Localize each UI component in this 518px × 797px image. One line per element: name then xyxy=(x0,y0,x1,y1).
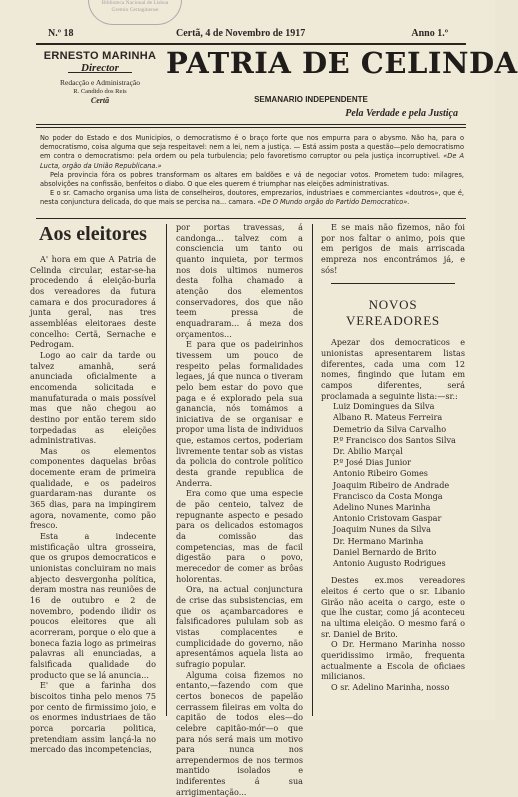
epigraph-source-1: «De A Lucta, orgão da União Republicana.» xyxy=(40,152,464,170)
masthead-bottom-rule-2 xyxy=(36,127,466,128)
column-2 xyxy=(176,222,303,797)
councillor-name: Adelino Nunes Marinha xyxy=(333,502,431,513)
article-heading-aos-eleitores: Aos eleitores xyxy=(39,223,147,245)
issue-number: N.º 18 xyxy=(48,28,74,39)
editor-role: Director xyxy=(81,62,119,74)
councillor-name: Antonio Cristovam Gaspar xyxy=(333,513,442,524)
library-stamp xyxy=(88,0,182,25)
article-paragraph: Ora, na actual conjunctura de crise das subsistencias, em que os açambarcadores e falsificadores pululam sob as vistas complacentes e cumplicidade do governo, não apresentámos aquela lista ao sufragio popular. xyxy=(176,584,303,669)
column-3 xyxy=(321,222,465,714)
office-town: Certã xyxy=(90,96,110,105)
issue-year: Anno 1.º xyxy=(411,28,448,39)
epigraph-text-3: E o sr. Camacho organisa uma lista de conselheiros, doutores, emprezarios, industriaes e commerciantes «doutros», que é, nesta conjunctura delicada, do que mais se percisa na... camara. xyxy=(40,189,464,207)
column-divider-2 xyxy=(312,224,313,716)
councillor-list xyxy=(321,401,465,569)
column-divider-1 xyxy=(166,224,167,716)
epigraph-source-3: «De O Mundo orgão do Partido Democratico». xyxy=(257,198,410,207)
councillor-name: P.º Francisco dos Santos Silva xyxy=(333,434,456,445)
masthead-small-rule xyxy=(68,72,132,73)
councillor-name: Joaquim Ribeiro de Andrade xyxy=(333,479,450,490)
issue-line xyxy=(48,28,448,40)
councillor-name: Francisco da Costa Monga xyxy=(333,490,443,501)
masthead-editor-block xyxy=(40,50,160,105)
article-paragraph: Mas os elementos componentes daquelas brôas docemente eram de primeira qualidade, e os padeiros guardaram-nas durante os 365 dias, para na impingirem agora, novamente, como pão fresco. xyxy=(30,445,156,531)
article-divider xyxy=(331,283,455,287)
issue-date: Certã, 4 de Novembro de 1917 xyxy=(176,28,306,39)
newspaper-subtitle: SEMANARIO INDEPENDENTE xyxy=(254,95,368,104)
article-paragraph: O Dr. Hermano Marinha nosso queridissimo irmão, frequenta actualmente a Escola de oficiaes milicianos. xyxy=(321,639,465,682)
epigraph-block xyxy=(40,134,464,208)
councillor-name: Dr. Hermano Marinha xyxy=(333,535,424,546)
article-paragraph: Esta a indecente mistificação ultra grosseira, que os grupos democraticos e unionistas concluiram no mais abjecto desvergonha política, deram mostra nas reuniões de 16 de outubro e 2 de novembro, podendo ilidir os poucos eleitores que ali acorreram, porque o elo que a boneca fazia logo as primeiras palavras ali enunciadas, a falsificada qualidade do producto que se lá anuncia... xyxy=(30,531,156,680)
epigraph-text-1: No poder do Estado e dos Municipios, o democratismo é o braço forte que nos empurra para o abysmo. Não ha, para o democratismo, coisa alguma que seja respeitavel: nem a lei, nem a justiça. — Está assim posta a questão—pelo democratismo em contra o democratismo: pela ordem ou pela turbulencia; pelo favoretismo corruptor ou pela justiça incorruptivel. xyxy=(40,134,464,161)
newspaper-motto: Pela Verdade e pela Justiça xyxy=(345,108,458,119)
column-1 xyxy=(30,222,156,755)
stamp-line-1: Biblioteca Nacional de Lisboa xyxy=(101,0,169,6)
councillor-name: Demetrio da Silva Carvalho xyxy=(333,423,447,434)
councillor-name: Luiz Domingues da Silva xyxy=(333,401,435,412)
office-address: R. Candido dos Reis xyxy=(73,88,127,95)
article-heading-novos-vereadores: NOVOS VEREADORES xyxy=(346,297,440,329)
councillor-name: Antonio Augusto Rodrigues xyxy=(333,558,446,569)
councillor-name: Albano R. Mateus Ferreira xyxy=(333,412,443,423)
article-paragraph: A' hora em que A Patria de Celinda circular, estar-se-ha procedendo á eleição-burla dos vereadores da futura camara e dos procuradores á junta geral, nas tres assembléas eleitoraes deste concelho: Certã, Sernache e Pedrogam. xyxy=(30,254,156,350)
article-paragraph: O sr. Adelino Marinha, nosso xyxy=(331,681,450,692)
office-label: Redacção e Administração xyxy=(60,78,140,87)
councillor-name: Dr. Abilio Marçal xyxy=(333,446,403,457)
article-paragraph: E' que a farinha dos biscoitos tinha pelo menos 75 por cento de firmissimo joio, e os enormes industriaes de tão porca porcaria politica, pretendiam assim lançá-la no mercado das incompetencias, xyxy=(30,680,156,755)
article-paragraph: E se mais não fizemos, não foi por nos faltar o animo, pois que em perigos de mais arriscada empreza nos encontrámos já, e sós! xyxy=(321,222,465,275)
councillor-name: P.º José Dias Junior xyxy=(333,457,412,468)
article-paragraph: Apezar dos democraticos e unionistas apresentarem listas diferentes, cada uma com 12 nomes, fingindo que lutam em campos diferentes, será proclamada a seguinte lista:—sr.: xyxy=(321,337,465,401)
councillor-name: Antonio Ribeiro Gomes xyxy=(333,468,428,479)
stamp-line-2: Gremio Certaginense xyxy=(111,7,159,13)
article-paragraph: Logo ao cair da tarde ou talvez amanhã, será anunciada oficialmente a encomenda solicitada e manufaturada o mais possível mas que não chegou ao destino por então terem sido torpedadas as eleições administrativas. xyxy=(30,349,156,446)
article-paragraph: Era como que uma especie de pão centeio, talvez de repugnante aspecto e pesado para os delicados estomagos da comissão das competencias, mas de facil digestão para o povo, merecedor de comer as brôas holorentas. xyxy=(176,488,303,584)
newspaper-title: PATRIA DE CELINDA xyxy=(166,46,518,80)
epigraph-text-2: Pela provincia fóra os pobres transformam os altares em baldões e vá de negociar votos. Prometem tudo: milagres, absolvições na confissão, benfeitos o diabo. O que eles querem é triumphar nas eleições administrativas. xyxy=(40,170,464,189)
article-paragraph: por portas travessas, á candonga... talvez com a consciencia um tanto ou quanto inquieta, por termos nos dois ultimos numeros desta folha chamado a atenção dos elementos conservadores, dos que não teem pressa de enquadraram... á meza dos orçamentos... xyxy=(176,222,303,339)
councillor-name: Daniel Bernardo de Brito xyxy=(333,546,437,557)
body-top-rule xyxy=(36,218,466,219)
article-paragraph: E para que os padeirinhos tivessem um pouco de respeito pelas formalidades legaes, já que nunca o tiveram pelo bem estar do povo que paga e é explorado pela sua ganancia, nós tomámos a iniciativa de se organisar e propor uma lista de individuos que, estamos certos, poderiam livremente tentar sob as vistas da policia do controle político desta grande republica de Anderra. xyxy=(176,339,303,488)
councillor-name: Joaquim Nunes da Silva xyxy=(333,524,431,535)
header-top-rule xyxy=(36,43,466,45)
masthead-bottom-rule xyxy=(36,124,466,125)
article-paragraph: Destes ex.mos vereadores eleitos é certo que o sr. Libanio Girão não aceita o cargo, este o que lhe custar, como já aconteceu na ultima eleição. O mesmo fará o sr. Daniel de Brito. xyxy=(321,575,465,639)
editor-name: ERNESTO MARINHA xyxy=(43,50,157,62)
article-paragraph: Alguma coisa fizemos no entanto,—fazendo com que certos bonecos de papelão cerrassem fileiras em volta do capitão de todos eles—do celebre capitão-mór—o que para nós será mais um motivo para nunca nos arrependermos de nos termos mantido isolados e indiferentes á sua arrigimentação... xyxy=(176,669,303,797)
